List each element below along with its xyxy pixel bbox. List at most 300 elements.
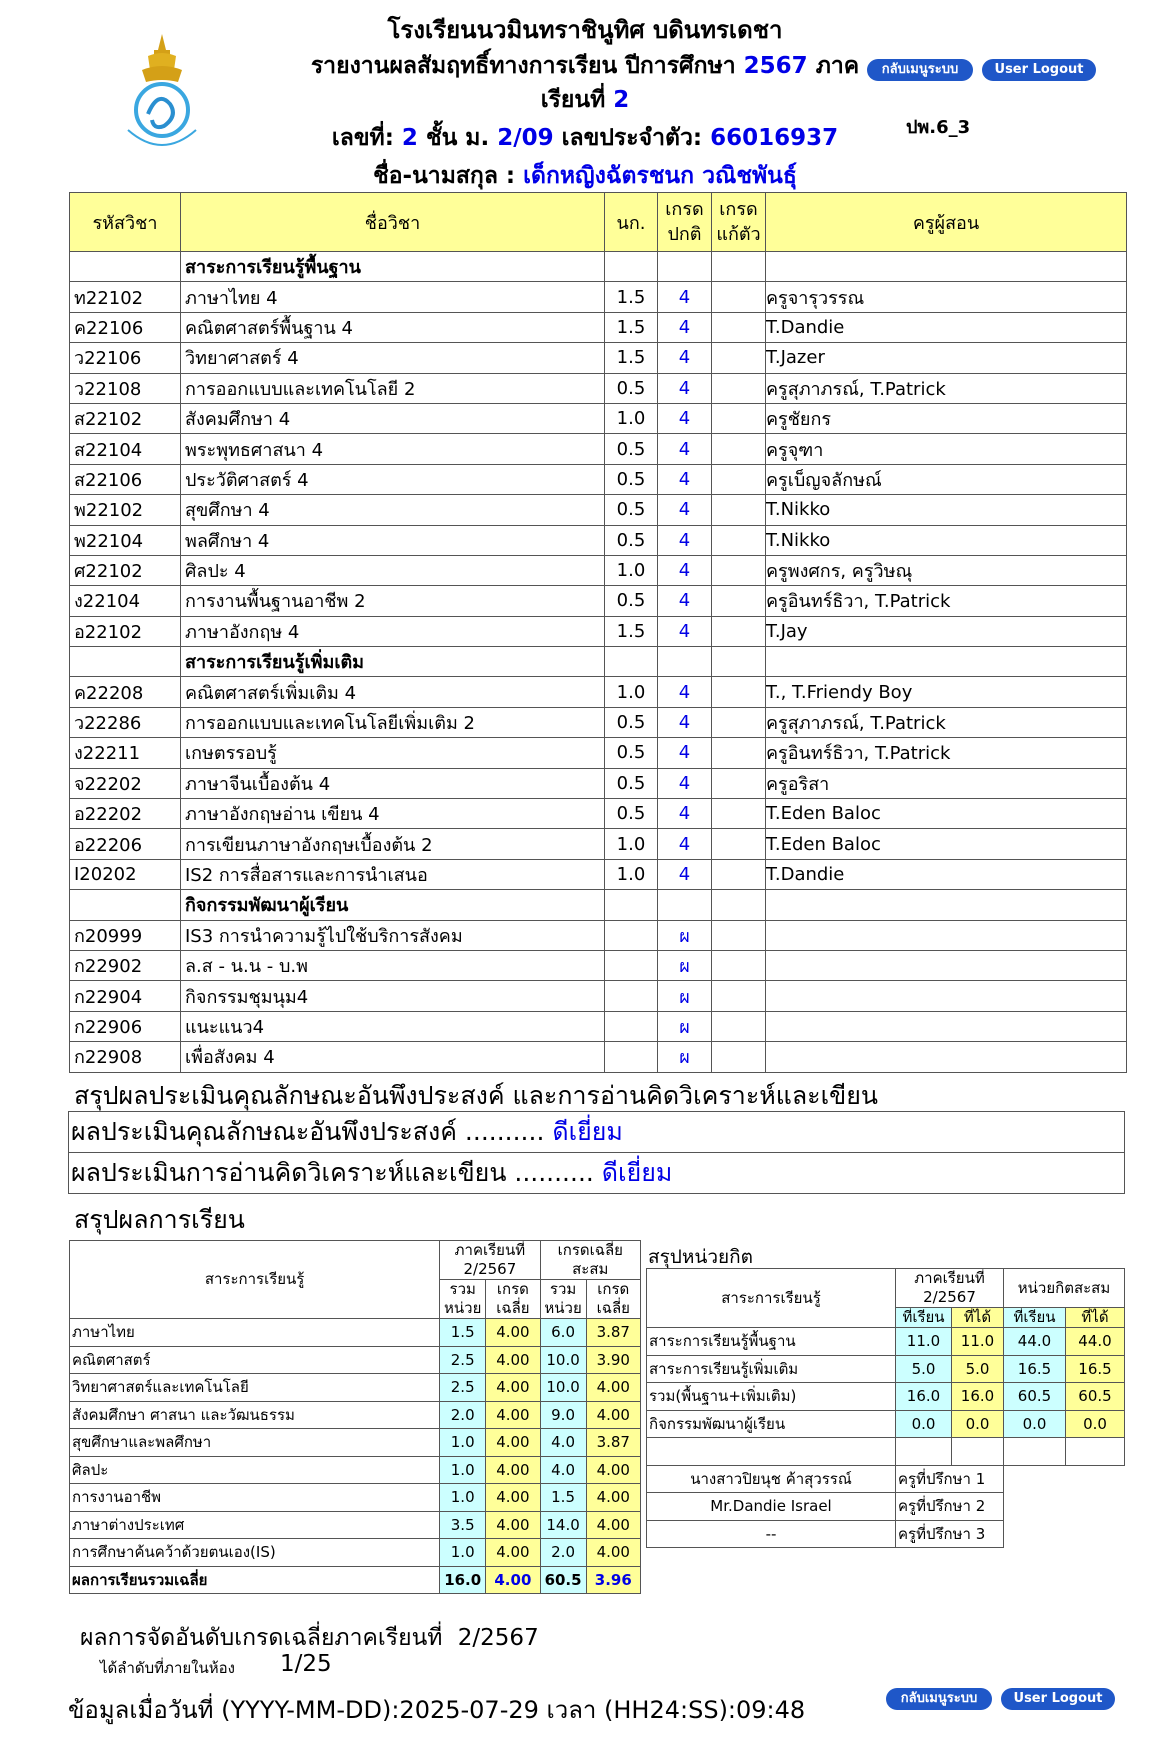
subject-grade: 4: [658, 616, 712, 646]
student-no: 2: [401, 125, 418, 151]
back-to-menu-button-bottom[interactable]: กลับเมนูระบบ: [886, 1688, 992, 1710]
subject-credit: 0.5: [605, 799, 658, 829]
subject-row: [70, 373, 1127, 403]
summary-t-units: 1.0: [440, 1456, 486, 1484]
credits-sub-learn-acc: ที่เรียน: [1004, 1308, 1066, 1328]
summary-subject: ภาษาไทย: [70, 1319, 440, 1347]
credits-a-learn: 44.0: [1004, 1328, 1066, 1356]
summary-col-term-top: ภาคเรียนที่: [454, 1241, 526, 1259]
subject-grade-fix: [712, 859, 766, 889]
subject-grade: 4: [658, 495, 712, 525]
advisor-empty: [1004, 1520, 1125, 1548]
report-title-prefix: รายงานผลสัมฤทธิ์ทางการเรียน ปีการศึกษา: [310, 53, 736, 79]
subject-credit: 0.5: [605, 434, 658, 464]
subject-name: IS2 การสื่อสารและการนำเสนอ: [181, 859, 605, 889]
char-eval-box: [68, 1111, 1125, 1153]
summary-subject: สังคมศึกษา ศาสนา และวัฒนธรรม: [70, 1401, 440, 1429]
subject-grade: 4: [658, 859, 712, 889]
subject-name: วิทยาศาสตร์ 4: [181, 343, 605, 373]
summary-subject: ผลการเรียนรวมเฉลี่ย: [70, 1566, 440, 1594]
subject-name: ภาษาอังกฤษ 4: [181, 616, 605, 646]
summary-t-units: 16.0: [440, 1566, 486, 1594]
subject-credit: [605, 920, 658, 950]
credits-t-learn: 16.0: [896, 1383, 952, 1411]
credits-subject: กิจกรรมพัฒนาผู้เรียน: [647, 1410, 896, 1438]
subject-teacher: ครูอินทร์ธิวา, T.Patrick: [766, 738, 1127, 768]
subject-grade-fix: [712, 525, 766, 555]
credits-t-got: 11.0: [952, 1328, 1004, 1356]
summary-t-grade: 4.00: [486, 1319, 540, 1347]
term-number: 2: [613, 87, 630, 113]
subject-name: เกษตรรอบรู้: [181, 738, 605, 768]
id-label: เลขประจำตัว:: [561, 125, 703, 151]
subject-row: [70, 586, 1127, 616]
summary-t-grade: 4.00: [486, 1346, 540, 1374]
summary-c-grade: 4.00: [586, 1374, 640, 1402]
subject-row: [70, 434, 1127, 464]
subject-grade: 4: [658, 525, 712, 555]
summary-c-grade: 4.00: [586, 1511, 640, 1539]
subject-teacher: T.Eden Baloc: [766, 829, 1127, 859]
user-logout-button[interactable]: User Logout: [982, 59, 1096, 81]
summary-subject: สุขศึกษาและพลศึกษา: [70, 1429, 440, 1457]
subject-teacher: [766, 1011, 1127, 1041]
summary-sub-grade-acc: [586, 1280, 640, 1319]
summary-c-units: 4.0: [540, 1429, 586, 1457]
subject-row: [70, 282, 1127, 312]
school-name: โรงเรียนนวมินทราชินูทิศ บดินทรเดชา: [387, 16, 783, 44]
group-empty-cell: [658, 647, 712, 677]
subject-grade: ผ: [658, 1011, 712, 1041]
credits-a-learn: 60.5: [1004, 1383, 1066, 1411]
read-eval-label: ผลประเมินการอ่านคิดวิเคราะห์และเขียน ..........: [71, 1158, 594, 1187]
student-id: 66016937: [710, 125, 839, 151]
summary-row: [70, 1539, 641, 1567]
subject-row: [70, 1011, 1127, 1041]
subject-name: สุขศึกษา 4: [181, 495, 605, 525]
summary-subject: การศึกษาค้นคว้าด้วยตนเอง(IS): [70, 1539, 440, 1567]
read-eval-value: ดีเยี่ยม: [601, 1158, 673, 1187]
subject-grade-fix: [712, 434, 766, 464]
subject-name: ประวัติศาสตร์ 4: [181, 464, 605, 494]
credits-subject: สาระการเรียนรู้พื้นฐาน: [647, 1328, 896, 1356]
summary-c-units: 6.0: [540, 1319, 586, 1347]
subject-row: [70, 616, 1127, 646]
credits-a-got: 44.0: [1066, 1328, 1125, 1356]
summary-t-grade: 4.00: [486, 1566, 540, 1594]
student-info-line: [0, 120, 1170, 156]
summary-col-term: [440, 1241, 540, 1280]
summary-title: สรุปผลการเรียน: [74, 1205, 245, 1234]
subject-code: ก22906: [70, 1011, 181, 1041]
credits-col-acc: หน่วยกิตสะสม: [1004, 1269, 1125, 1308]
subject-grade-fix: [712, 312, 766, 342]
summary-c-grade: 4.00: [586, 1456, 640, 1484]
subject-code: ว22106: [70, 343, 181, 373]
subject-name: ศิลปะ 4: [181, 555, 605, 585]
subject-teacher: [766, 920, 1127, 950]
summary-col-gpa-top: เกรดเฉลี่ย: [557, 1241, 623, 1259]
header-code: รหัสวิชา: [70, 193, 181, 252]
subject-grade-fix: [712, 555, 766, 585]
summary-row: [70, 1456, 641, 1484]
advisor-empty: [1004, 1465, 1125, 1493]
summary-row: [70, 1319, 641, 1347]
credits-col-term-bottom: 2/2567: [923, 1288, 976, 1306]
subject-code: ท22102: [70, 282, 181, 312]
subject-teacher: ครูสุภาภรณ์, T.Patrick: [766, 373, 1127, 403]
subject-grade: ผ: [658, 950, 712, 980]
subject-teacher: ครูจารุวรรณ: [766, 282, 1127, 312]
subject-name: IS3 การนำความรู้ไปใช้บริการสังคม: [181, 920, 605, 950]
subject-grade-fix: [712, 950, 766, 980]
header-grade-fix-top: เกรด: [719, 199, 758, 220]
subject-grade-fix: [712, 677, 766, 707]
summary-t-units: 1.0: [440, 1429, 486, 1457]
subject-row: [70, 464, 1127, 494]
subject-code: ส22104: [70, 434, 181, 464]
summary-t-grade: 4.00: [486, 1511, 540, 1539]
subject-grade-fix: [712, 403, 766, 433]
subject-credit: 1.0: [605, 859, 658, 889]
subject-code: ค22106: [70, 312, 181, 342]
subject-row: [70, 343, 1127, 373]
subject-credit: 1.5: [605, 282, 658, 312]
subject-grade: 4: [658, 829, 712, 859]
spacer-cell: [896, 1438, 952, 1466]
subject-grade: 4: [658, 707, 712, 737]
subject-grade-fix: [712, 920, 766, 950]
class-value: 2/09: [497, 125, 554, 151]
academic-year: 2567: [743, 53, 808, 79]
group-empty-cell: [70, 647, 181, 677]
subject-grade: 4: [658, 373, 712, 403]
subject-credit: 0.5: [605, 738, 658, 768]
credits-t-got: 0.0: [952, 1410, 1004, 1438]
summary-subject: คณิตศาสตร์: [70, 1346, 440, 1374]
subject-teacher: ครูเบ็ญจลักษณ์: [766, 464, 1127, 494]
header-credit: นก.: [605, 193, 658, 252]
group-row: [70, 890, 1127, 920]
subject-grade: 4: [658, 586, 712, 616]
subject-credit: 0.5: [605, 707, 658, 737]
advisor-name: Mr.Dandie Israel: [647, 1493, 896, 1521]
student-name-line: [0, 158, 1170, 194]
group-empty-cell: [605, 252, 658, 282]
summary-row: [70, 1484, 641, 1512]
spacer-cell: [952, 1438, 1004, 1466]
subject-row: [70, 859, 1127, 889]
subject-grade: 4: [658, 282, 712, 312]
advisor-role: ครูที่ปรึกษา 1: [896, 1465, 1004, 1493]
header-grade-normal-top: เกรด: [665, 199, 704, 220]
subject-grade-fix: [712, 373, 766, 403]
subject-grade: 4: [658, 799, 712, 829]
grades-header-row: [70, 193, 1127, 252]
advisor-empty: [1004, 1493, 1125, 1521]
room-rank-label: ได้ลำดับที่ภายในห้อง: [100, 1659, 235, 1677]
subject-code: ว22286: [70, 707, 181, 737]
summary-col-gpa: [540, 1241, 640, 1280]
summary-col-term-bottom: 2/2567: [463, 1260, 517, 1278]
subject-code: จ22202: [70, 768, 181, 798]
credits-row: [647, 1383, 1125, 1411]
summary-c-units: 9.0: [540, 1401, 586, 1429]
group-empty-cell: [766, 647, 1127, 677]
subject-credit: 1.0: [605, 555, 658, 585]
subject-grade: 4: [658, 738, 712, 768]
name-label: ชื่อ-นามสกุล :: [373, 163, 516, 189]
credits-table: [646, 1268, 1125, 1548]
term-label: เรียนที่: [540, 87, 606, 113]
subject-grade: ผ: [658, 920, 712, 950]
summary-c-grade: 4.00: [586, 1484, 640, 1512]
credits-col-term: [896, 1269, 1004, 1308]
subject-teacher: T.Dandie: [766, 859, 1127, 889]
credits-a-got: 60.5: [1066, 1383, 1125, 1411]
class-label: ชั้น ม.: [425, 125, 490, 151]
header-grade-fix: [712, 193, 766, 252]
subject-teacher: ครูชัยกร: [766, 403, 1127, 433]
subject-row: [70, 981, 1127, 1011]
evaluation-title: สรุปผลประเมินคุณลักษณะอันพึงประสงค์ และการอ่านคิดวิเคราะห์และเขียน: [74, 1081, 878, 1110]
subject-name: แนะแนว4: [181, 1011, 605, 1041]
subject-name: คณิตศาสตร์เพิ่มเติม 4: [181, 677, 605, 707]
summary-c-units: 4.0: [540, 1456, 586, 1484]
credits-t-learn: 11.0: [896, 1328, 952, 1356]
credits-a-got: 0.0: [1066, 1410, 1125, 1438]
summary-row: [70, 1374, 641, 1402]
ranking-label: ผลการจัดอันดับเกรดเฉลี่ยภาคเรียนที่: [80, 1625, 443, 1651]
subject-credit: [605, 950, 658, 980]
subject-name: ภาษาอังกฤษอ่าน เขียน 4: [181, 799, 605, 829]
subject-credit: 1.0: [605, 829, 658, 859]
summary-sub-grade-term: [486, 1280, 540, 1319]
credits-sub-learn-term: ที่เรียน: [896, 1308, 952, 1328]
subject-row: [70, 312, 1127, 342]
credits-a-got: 16.5: [1066, 1355, 1125, 1383]
subject-teacher: ครูอริสา: [766, 768, 1127, 798]
group-empty-cell: [712, 252, 766, 282]
advisor-role: ครูที่ปรึกษา 2: [896, 1493, 1004, 1521]
subject-teacher: T.Jazer: [766, 343, 1127, 373]
summary-c-grade: 4.00: [586, 1401, 640, 1429]
group-empty-cell: [712, 647, 766, 677]
subject-grade: 4: [658, 768, 712, 798]
student-name: เด็กหญิงฉัตรชนก วณิชพันธุ์: [523, 163, 797, 189]
subject-code: ส22102: [70, 403, 181, 433]
summary-t-units: 2.5: [440, 1374, 486, 1402]
summary-c-units: 60.5: [540, 1566, 586, 1594]
summary-subject: ศิลปะ: [70, 1456, 440, 1484]
credits-sub-got-term: ที่ได้: [952, 1308, 1004, 1328]
sub-grade-top: เกรด: [496, 1280, 529, 1298]
summary-t-grade: 4.00: [486, 1456, 540, 1484]
subject-code: ว22108: [70, 373, 181, 403]
subject-teacher: T.Nikko: [766, 495, 1127, 525]
char-eval-label: ผลประเมินคุณลักษณะอันพึงประสงค์ ..........: [71, 1117, 545, 1146]
subject-row: [70, 495, 1127, 525]
group-name: กิจกรรมพัฒนาผู้เรียน: [181, 890, 605, 920]
advisor-row: [647, 1465, 1125, 1493]
subject-grade-fix: [712, 343, 766, 373]
group-empty-cell: [70, 890, 181, 920]
subject-grade-fix: [712, 616, 766, 646]
credits-header-row: [647, 1269, 1125, 1308]
char-eval-value: ดีเยี่ยม: [552, 1117, 623, 1146]
credits-row: [647, 1410, 1125, 1438]
subject-grade: 4: [658, 464, 712, 494]
subject-row: [70, 707, 1127, 737]
sub-grade-acc-bottom: เฉลี่ย: [596, 1299, 630, 1317]
subject-name: สังคมศึกษา 4: [181, 403, 605, 433]
form-code: ปพ.6_3: [906, 117, 971, 138]
subject-credit: 0.5: [605, 464, 658, 494]
summary-t-units: 3.5: [440, 1511, 486, 1539]
summary-c-units: 2.0: [540, 1539, 586, 1567]
summary-header-row: [70, 1241, 641, 1280]
summary-row: [70, 1401, 641, 1429]
subject-row: [70, 1042, 1127, 1072]
summary-c-grade: 3.87: [586, 1319, 640, 1347]
subject-name: การออกแบบและเทคโนโลยีเพิ่มเติม 2: [181, 707, 605, 737]
spacer-cell: [647, 1438, 896, 1466]
summary-sub-units-term: [440, 1280, 486, 1319]
credits-t-got: 16.0: [952, 1383, 1004, 1411]
spacer-cell: [1066, 1438, 1125, 1466]
subject-name: การเขียนภาษาอังกฤษเบื้องต้น 2: [181, 829, 605, 859]
summary-c-grade: 3.87: [586, 1429, 640, 1457]
user-logout-button-bottom[interactable]: User Logout: [1001, 1688, 1115, 1710]
group-empty-cell: [605, 890, 658, 920]
subject-grade-fix: [712, 707, 766, 737]
subject-grade: 4: [658, 343, 712, 373]
no-label: เลขที่:: [331, 125, 394, 151]
subject-grade-fix: [712, 829, 766, 859]
summary-c-grade: 3.90: [586, 1346, 640, 1374]
read-eval-box: [68, 1152, 1125, 1194]
sub-units-bottom: หน่วย: [444, 1299, 482, 1317]
subject-grade: 4: [658, 555, 712, 585]
header-grade-fix-bottom: แก้ตัว: [716, 224, 761, 245]
subject-grade-fix: [712, 1011, 766, 1041]
grades-table: [69, 192, 1127, 1073]
subject-credit: [605, 981, 658, 1011]
subject-grade-fix: [712, 495, 766, 525]
advisor-row: [647, 1493, 1125, 1521]
sub-units-top: รวม: [449, 1280, 476, 1298]
spacer-cell: [1004, 1438, 1066, 1466]
subject-row: [70, 403, 1127, 433]
subject-name: การออกแบบและเทคโนโลยี 2: [181, 373, 605, 403]
subject-credit: 0.5: [605, 373, 658, 403]
subject-row: [70, 950, 1127, 980]
subject-grade-fix: [712, 586, 766, 616]
ranking-term: 2/2567: [457, 1625, 539, 1651]
credits-a-learn: 16.5: [1004, 1355, 1066, 1383]
subject-credit: 0.5: [605, 586, 658, 616]
subject-row: [70, 920, 1127, 950]
advisor-row: [647, 1520, 1125, 1548]
subject-name: ภาษาจีนเบื้องต้น 4: [181, 768, 605, 798]
subject-grade-fix: [712, 464, 766, 494]
sub-units-acc-bottom: หน่วย: [544, 1299, 582, 1317]
subject-grade: 4: [658, 677, 712, 707]
subject-code: พ22104: [70, 525, 181, 555]
sub-units-acc-top: รวม: [549, 1280, 577, 1298]
summary-subject: วิทยาศาสตร์และเทคโนโลยี: [70, 1374, 440, 1402]
summary-t-units: 2.0: [440, 1401, 486, 1429]
summary-row: [70, 1511, 641, 1539]
summary-subject: การงานอาชีพ: [70, 1484, 440, 1512]
subject-code: ก22904: [70, 981, 181, 1011]
advisor-role: ครูที่ปรึกษา 3: [896, 1520, 1004, 1548]
subject-teacher: [766, 1042, 1127, 1072]
subject-code: ก22908: [70, 1042, 181, 1072]
report-title-line2: [0, 82, 1170, 118]
subject-row: [70, 738, 1127, 768]
subject-grade: 4: [658, 434, 712, 464]
subject-teacher: T.Dandie: [766, 312, 1127, 342]
group-empty-cell: [70, 252, 181, 282]
subject-name: การงานพื้นฐานอาชีพ 2: [181, 586, 605, 616]
summary-col-gpa-bottom: สะสม: [572, 1260, 609, 1278]
subject-name: คณิตศาสตร์พื้นฐาน 4: [181, 312, 605, 342]
credits-t-learn: 5.0: [896, 1355, 952, 1383]
summary-t-grade: 4.00: [486, 1539, 540, 1567]
summary-t-units: 1.5: [440, 1319, 486, 1347]
subject-grade: ผ: [658, 1042, 712, 1072]
summary-col-subject: สาระการเรียนรู้: [70, 1241, 440, 1319]
summary-t-units: 1.0: [440, 1539, 486, 1567]
advisor-name: นางสาวปิยนุช ค้าสุวรรณ์: [647, 1465, 896, 1493]
subject-row: [70, 799, 1127, 829]
subject-code: ศ22102: [70, 555, 181, 585]
summary-c-grade: 3.96: [586, 1566, 640, 1594]
subject-credit: 0.5: [605, 525, 658, 555]
subject-credit: 1.0: [605, 403, 658, 433]
subject-grade-fix: [712, 282, 766, 312]
subject-grade-fix: [712, 799, 766, 829]
subject-teacher: ครูอินทร์ธิวา, T.Patrick: [766, 586, 1127, 616]
credits-col-term-top: ภาคเรียนที่: [914, 1269, 985, 1287]
subject-teacher: ครูจุฑา: [766, 434, 1127, 464]
subject-code: ก22902: [70, 950, 181, 980]
summary-subject: ภาษาต่างประเทศ: [70, 1511, 440, 1539]
subject-credit: 1.5: [605, 312, 658, 342]
subject-grade: ผ: [658, 981, 712, 1011]
subject-credit: 1.0: [605, 677, 658, 707]
subject-credit: 0.5: [605, 495, 658, 525]
subject-name: กิจกรรมชุมนุม4: [181, 981, 605, 1011]
credits-row: [647, 1328, 1125, 1356]
header-teacher: ครูผู้สอน: [766, 193, 1127, 252]
subject-row: [70, 525, 1127, 555]
summary-c-units: 14.0: [540, 1511, 586, 1539]
subject-grade-fix: [712, 981, 766, 1011]
back-to-menu-button[interactable]: กลับเมนูระบบ: [867, 59, 973, 81]
report-title-suffix: ภาค: [815, 53, 860, 79]
subject-row: [70, 829, 1127, 859]
summary-total-row: [70, 1566, 641, 1594]
summary-t-grade: 4.00: [486, 1401, 540, 1429]
group-empty-cell: [658, 890, 712, 920]
subject-code: อ22202: [70, 799, 181, 829]
summary-t-grade: 4.00: [486, 1429, 540, 1457]
subject-row: [70, 768, 1127, 798]
subject-code: ง22211: [70, 738, 181, 768]
advisor-name: --: [647, 1520, 896, 1548]
